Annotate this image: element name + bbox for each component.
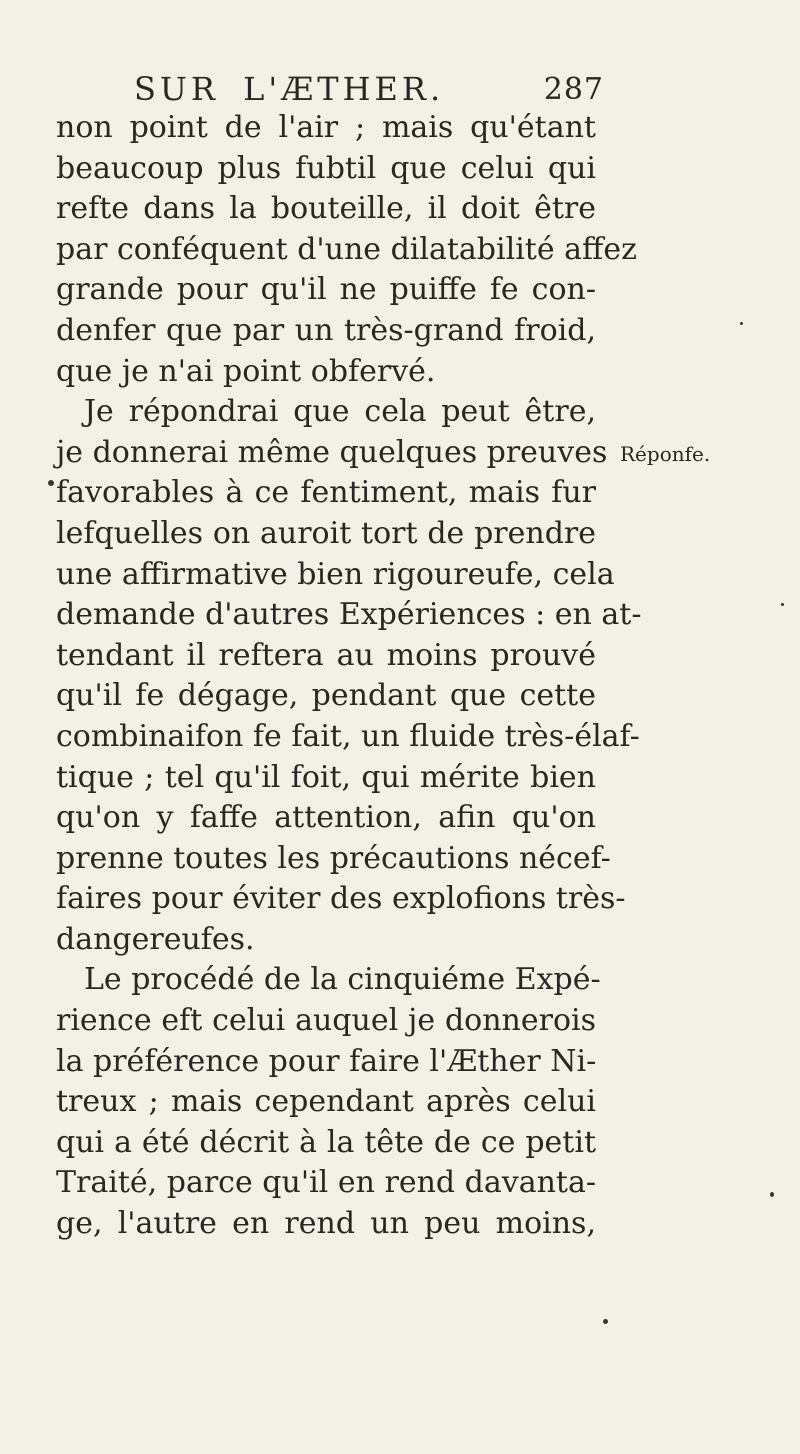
body-text [56,108,642,1245]
paper-speck [770,1192,774,1197]
text-line: rience eft celui auquel je donnerois [56,1003,596,1039]
margin-note: Réponfe. [620,442,711,466]
text-line: denfer que par un très-grand froid, [56,312,596,348]
text-line: favorables à ce fentiment, mais fur [56,475,596,511]
text-line: qu'on y faffe attention, afin qu'on [56,800,596,836]
text-line: non point de l'air ; mais qu'étant [56,110,596,145]
text-line: combinaifon fe fait, un fluide très-élaf- [56,718,640,754]
text-line: faires pour éviter des explofions très- [56,881,626,917]
text-line: ge, l'autre en rend un peu moins, [56,1206,596,1242]
text-line: Je répondrai que cela peut être, [84,394,596,430]
text-line: refte dans la bouteille, il doit être [56,191,596,227]
text-line: une affirmative bien rigoureufe, cela [56,556,615,592]
text-line: qui a été décrit à la tête de ce petit [56,1124,596,1160]
paper-speck [740,322,743,325]
text-line: demande d'autres Expériences : en at- [56,597,642,633]
paper-speck [48,480,54,486]
text-line: beaucoup plus fubtil que celui qui [56,150,596,186]
text-line: lefquelles on auroit tort de prendre [56,515,596,551]
text-line: treux ; mais cependant après celui [56,1084,596,1120]
text-line: par conféquent d'une dilatabilité affez [56,231,637,267]
text-line: tique ; tel qu'il foit, qui mérite bien [56,759,596,795]
text-line: que je n'ai point obfervé. [56,353,436,389]
text-line: je donnerai même quelques preuves [56,434,608,470]
text-line: la préférence pour faire l'Æther Ni- [56,1043,597,1079]
running-head [134,70,604,110]
text-line: Le procédé de la cinquiéme Expé- [84,962,601,998]
page-number: 287 [543,72,604,107]
text-line: tendant il reftera au moins prouvé [56,637,596,673]
text-line: prenne toutes les précautions nécef- [56,840,611,876]
text-line: qu'il fe dégage, pendant que cette [56,678,596,714]
running-head-title: SUR L'ÆTHER. [134,70,445,108]
paper-speck [781,603,784,606]
text-line: Traité, parce qu'il en rend davanta- [56,1165,596,1201]
text-line: dangereufes. [56,921,255,957]
paper-speck [603,1319,608,1324]
text-line: grande pour qu'il ne puiffe fe con- [56,272,596,308]
